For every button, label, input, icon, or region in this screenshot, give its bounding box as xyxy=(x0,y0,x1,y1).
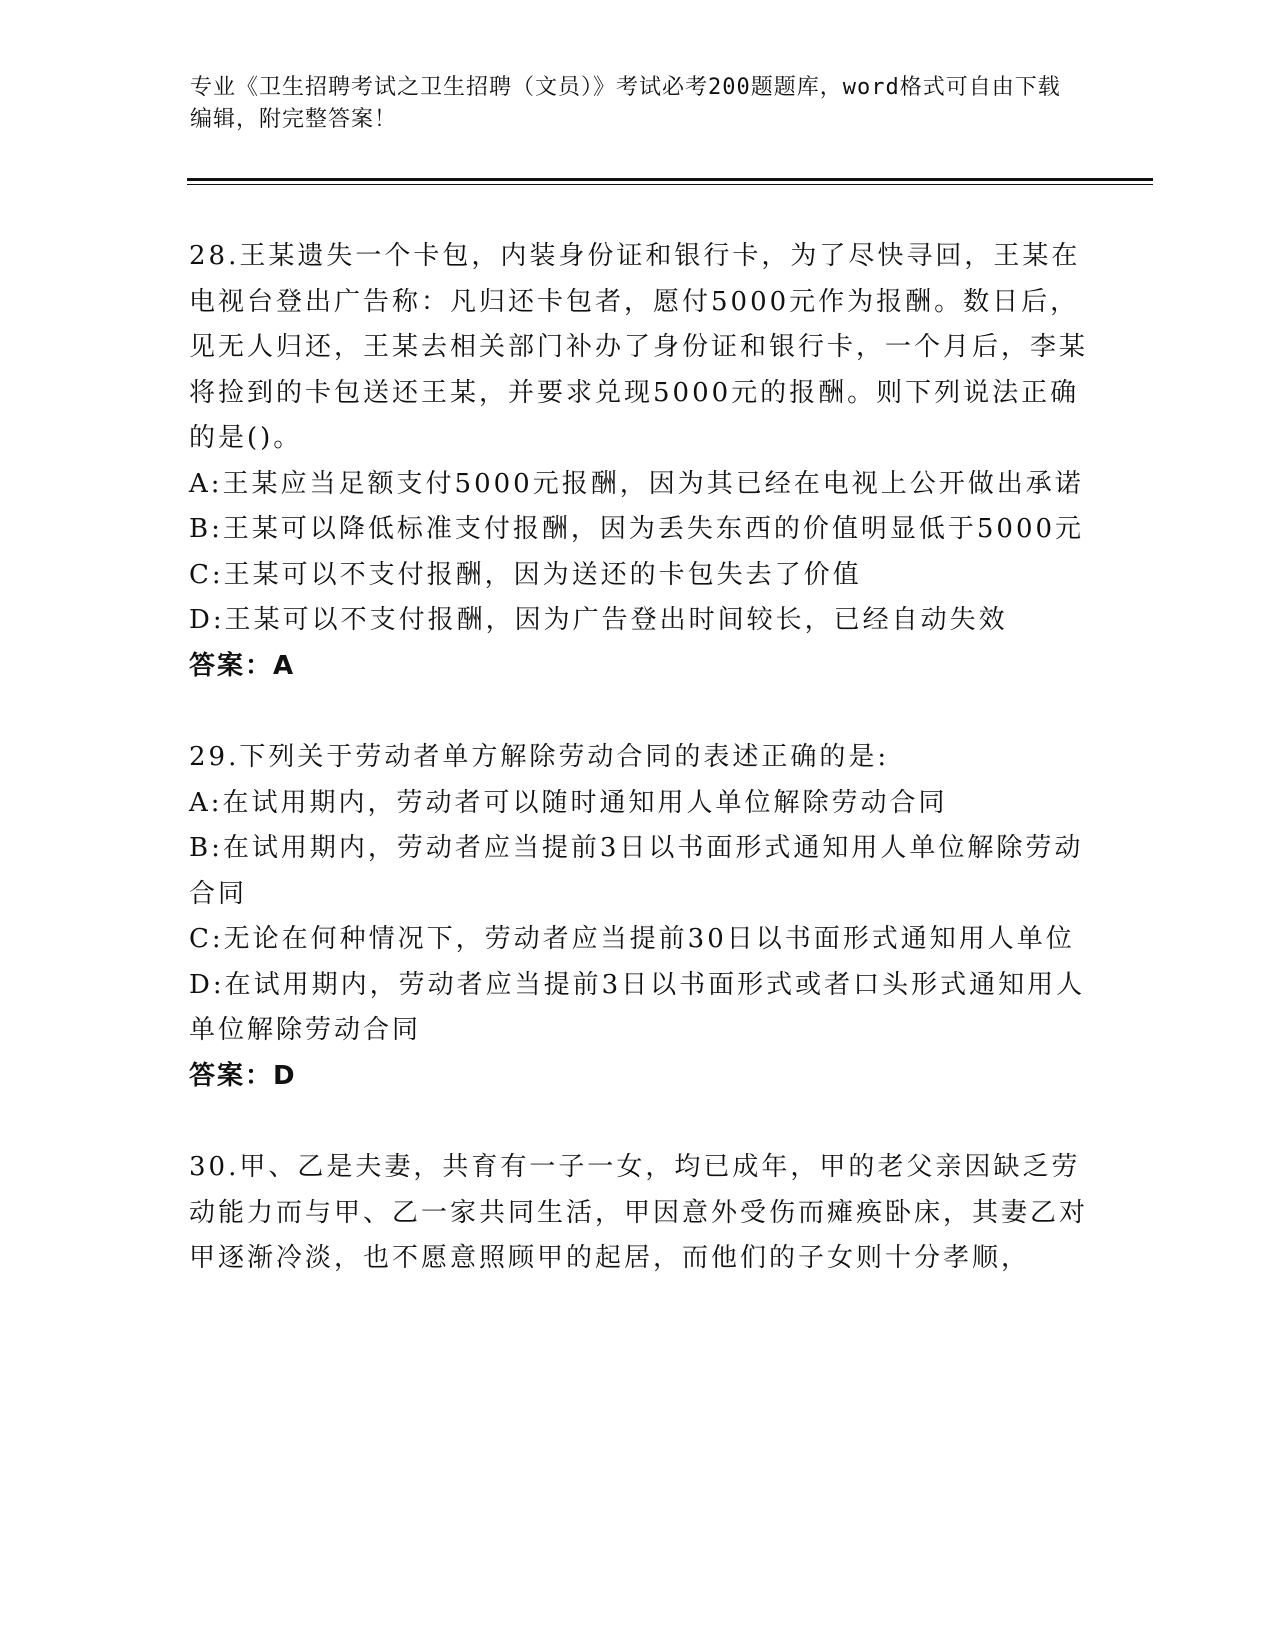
question-30 xyxy=(189,1145,1089,1282)
question-28 xyxy=(189,234,1089,689)
question-29 xyxy=(189,735,1089,1099)
question-list xyxy=(189,234,1089,1328)
option-c: C:无论在何种情况下，劳动者应当提前30日以书面形式通知用人单位 xyxy=(189,924,1075,954)
question-text: 30.甲、乙是夫妻，共育有一子一女，均已成年，甲的老父亲因缺乏劳动能力而与甲、乙一家共同生活，甲因意外受伤而瘫痪卧床，其妻乙对甲逐渐冷淡，也不愿意照顾甲的起居，而他们的子女则十分孝顺， xyxy=(189,1152,1089,1273)
header-divider-thin xyxy=(187,184,1153,185)
answer: 答案：D xyxy=(189,1060,297,1091)
question-text: 28.王某遗失一个卡包，内装身份证和银行卡，为了尽快寻回，王某在电视台登出广告称：凡归还卡包者，愿付5000元作为报酬。数日后，见无人归还，王某去相关部门补办了身份证和银行卡，一个月后，李某将捡到的卡包送还王某，并要求兑现5000元的报酬。则下列说法正确的是()。 xyxy=(189,241,1089,453)
header-divider-thick xyxy=(187,178,1153,181)
answer: 答案：A xyxy=(189,650,296,681)
option-b: B:王某可以降低标准支付报酬，因为丢失东西的价值明显低于5000元 xyxy=(189,514,1085,544)
option-a: A:王某应当足额支付5000元报酬，因为其已经在电视上公开做出承诺 xyxy=(189,468,1084,499)
option-c: C:王某可以不支付报酬，因为送还的卡包失去了价值 xyxy=(189,559,862,590)
document-header: 专业《卫生招聘考试之卫生招聘（文员）》考试必考200题题库，word格式可自由下载编辑，附完整答案！ xyxy=(190,75,1061,132)
option-b: B:在试用期内，劳动者应当提前3日以书面形式通知用人单位解除劳动合同 xyxy=(189,833,1084,909)
question-text: 29.下列关于劳动者单方解除劳动合同的表述正确的是: xyxy=(189,742,890,772)
option-d: D:王某可以不支付报酬，因为广告登出时间较长，已经自动失效 xyxy=(189,605,1008,635)
option-a: A:在试用期内，劳动者可以随时通知用人单位解除劳动合同 xyxy=(189,787,948,818)
option-d: D:在试用期内，劳动者应当提前3日以书面形式或者口头形式通知用人单位解除劳动合同 xyxy=(189,969,1086,1045)
